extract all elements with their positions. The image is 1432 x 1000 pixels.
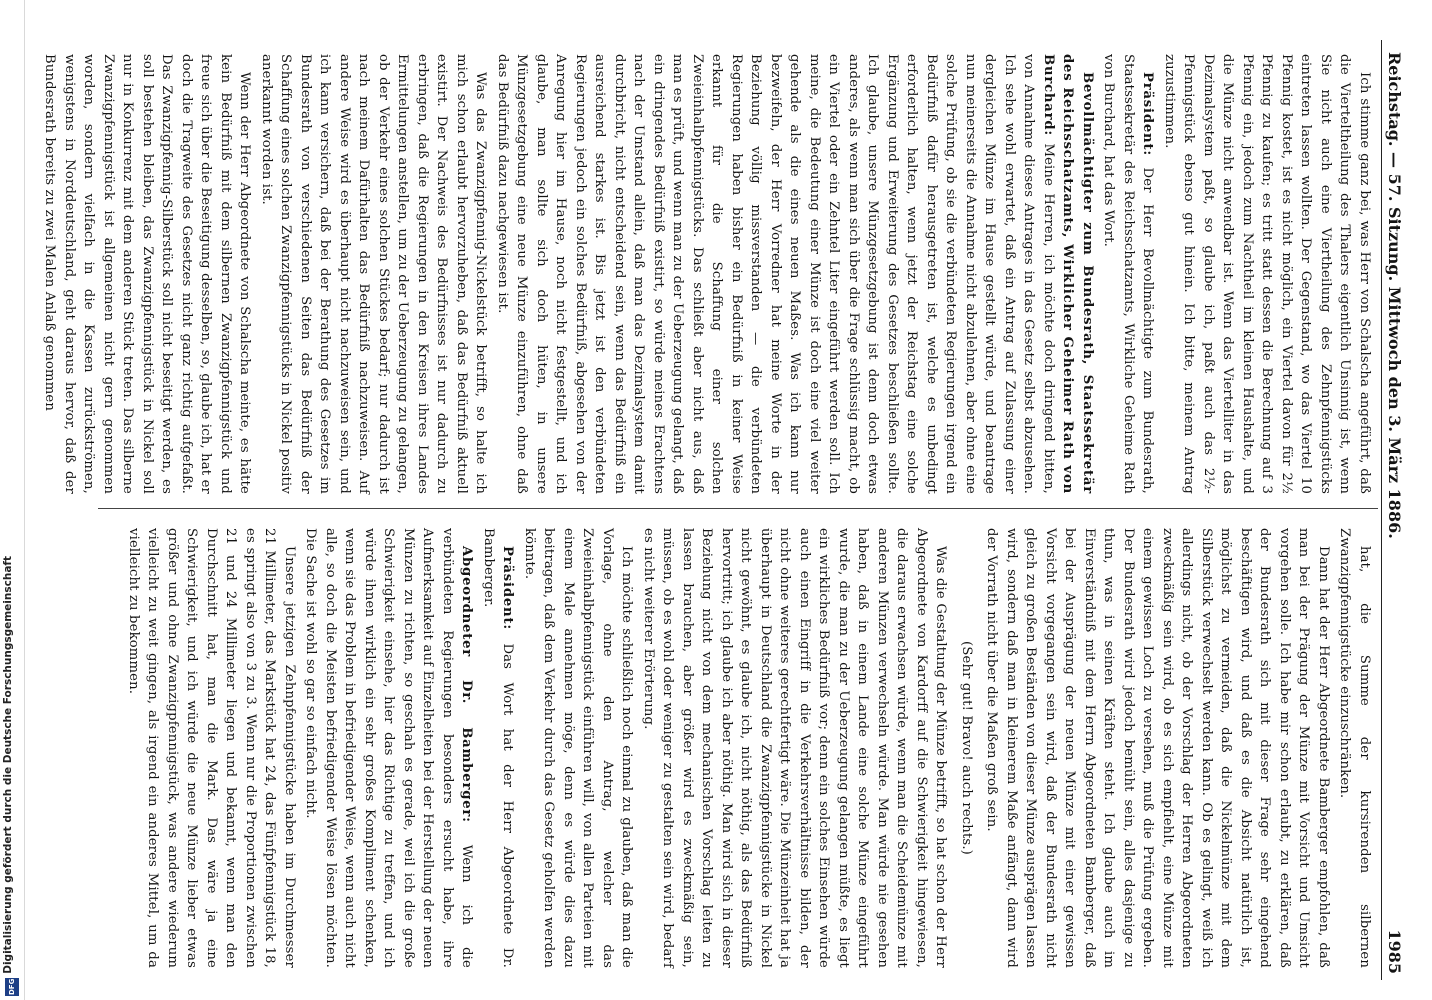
president-paragraph	[479, 528, 518, 968]
page-content	[42, 40, 1410, 980]
paragraph: Wenn der Herr Abgeordnete von Schalscha meinte, es hätte kein Bedürfniß mit dem silbernen Zwanzigpfennigstück und freue sich über die Beseitigung desselben, so, glaube ich, hat er doch die Tragweite des Gesetzes nicht ganz richtig aufgefaßt. Das Zwanzigpfennig-Silberstück soll nicht beseitigt werden, es soll bestehen bleiben, das Zwanzigpfennigstück in Nickel soll nur in Konkurrenz mit dem anderen Stück treten. Das silberne Zwanzigpfennigstück ist allgemeinen nicht gern genommen worden, sondern vielfach in die Kassen zurückströmen, wenigstens in Norddeutschland, geht daraus hervor, daß der Bundesrath bereits zu zwei Malen Anlaß genommen	[42, 54, 253, 494]
scanned-page	[42, 40, 1410, 980]
left-column	[38, 54, 1374, 494]
paragraph: Ich stimme ganz bei, was Herr von Schalscha angeführt, daß die Vierteltheilung des Thalers eigentlich Unsinnig ist, wenn Sie nicht auch eine Viertheilung des Zehnpfennigstücks eintreten lassen wollten. Der Gegenstand, wo das Viertel 10 Pfennig kostet, ist es nicht möglich, ein Viertel davon für 2½ Pfennig zu kaufen; es tritt statt dessen die Berechnung auf 3 Pfennig ein, jedoch zum Nachtheil im kleinen Haushalte, und die Münze nicht anwendbar ist. Wenn das Viertelliter in das Dezimalsystem paßt, so glaube ich, paßt auch das 2½-Pfennigstück ebenso gut hinein. Ich bitte, meinem Antrag zuzustimmen.	[1162, 54, 1372, 494]
president-paragraph	[1099, 54, 1158, 494]
right-column	[122, 528, 1375, 968]
running-header	[1382, 40, 1408, 980]
paragraph: Was das Zwanzigpfennig-Nickelstück betrifft, so halte ich mich schon erlaubt hervorzuheben, daß das Bedürfniß aktuell existirt. Der Nachweis des Bedürfnisses ist nur dadurch zu erbringen, daß die Regierungen in den Kreisen ihres Landes Ermittelungen anstellen, um zu der Ueberzeugung zu gelangen, ob der Verkehr eines solchen Stückes bedarf; nur dadurch ist nach meinem Dafürhalten das Bedürfniß nachzuweisen. Auf andere Weise wird es überhaupt nicht nachzuweisen sein, und ich kann versichern, daß bei der Berathung des Gesetzes im Bundesrath von verschiedenen Seiten das Bedürfniß der Schaffung eines solchen Zwanzigpfennigstücks in Nickel positiv anerkannt worden ist.	[259, 54, 489, 494]
header-rule	[1381, 40, 1382, 980]
president-text: Das Wort hat der Herr Abgeordnete Dr. Bamberger.	[481, 528, 516, 968]
speaker-text: Meine Herren, ich möchte doch dringend bitten, von Annahme dieses Antrages in das Gesetz selbst abzusehen. Ich sehe wohl erwartet, daß ein Antrag auf Zulassung einer dergleichen Münze im Hause gestellt würde, und beantrage nun meinerseits die Annahme nicht abzulehnen, aber ohne eine solche Prüfung, ob sie die verbündeten Regierungen irgend ein Bedürfniß dafür herausgetreten ist, welche es unbedingt erforderlich halten, wenn jetzt der Reichstag eine solche Ergänzung und Erweiterung des Gesetzes beschließen sollte. Ich glaube, unsere Münzgesetzgebung ist denn doch etwas anderes, als wenn man sich über die Frage schlüssig macht, ob ein Viertel oder ein Zehntel Liter eingeführt werden soll. Ich meine, die Bedeutung einer Münze ist doch eine viel weiter gehende als die eines neuen Maßes. Was ich kann nur bezweifeln, der Herr Vorredner hat meine Worte in der Beziehung völlig missverstanden — die verbündeten Regierungen haben bisher ein Bedürfniß in keiner Weise erkannt für die Schaffung einer solchen Zweieinhalbpfennigstücks. Das schließt aber nicht aus, daß man es prüft, und wenn man zu der Ueberzeugung gelangt, daß ein dringendes Bedürfniß existirt, so würde meines Erachtens nach der Umstand allein, daß man das Dezimalsystem damit durchbricht, nicht entscheidend sein, wenn das Bedürfniß ein ausreichend starkes ist. Bis jetzt ist den verbündeten Regierungen jedoch ein solches Bedürfniß, abgesehen von der Anregung hier im Hause, noch nicht festgestellt, und ich glaube, man sollte sich doch hüten, in unsere Münzgesetzgebung eine neue Münze einzuführen, ohne daß das Bedürfniß dazu nachgewiesen ist.	[495, 54, 1056, 494]
stage-direction: (Sehr gut! Bravo! auch rechts.)	[959, 641, 974, 855]
page-number: 1985	[1385, 929, 1404, 974]
speaker-label: Bevollmächtigter zum Bundesrath, Staatssekretär des Reichsschatzamts, Wirklicher Geheimer Rath von Burchard:	[1041, 54, 1095, 494]
digitization-margin	[0, 0, 25, 1000]
speaker-paragraph	[301, 528, 477, 968]
speaker-text: Wenn ich die verbündeten Regierungen besonders ersucht habe, ihre Aufmerksamkeit auf Einzelheiten bei der Herstellung der neuen Münzen zu richten, so geschah es gerade, weil ich die große Schwierigkeit einsehe, hier das Richtige zu treffen, und ich würde ihnen wirklich ein sehr großes Kompliment schenken, wenn sie das Problem in befriedigender Weise, wenn auch nicht alle, so doch die Meisten befriedigender Weise lösen möchten. Die Sache ist wohl so gar so einfach nicht.	[303, 528, 475, 969]
column-divider	[98, 508, 1378, 509]
president-text: Der Herr Bevollmächtigte zum Bundesrath, Staatssekretär des Reichsschatzamts, Wirkliche Geheime Rath von Burchard, hat das Wort.	[1101, 54, 1156, 494]
dfg-logo-icon: DFG	[5, 978, 19, 996]
speaker-label: Präsident:	[500, 546, 516, 631]
header-title: Reichstag. — 57. Sitzung. Mittwoch den 3. März 1886.	[1385, 52, 1404, 539]
digitization-notice: Digitalisierung gefördert durch die Deutsche Forschungsgemeinschaft	[2, 556, 14, 974]
speaker-label: Abgeordneter Dr. Bamberger:	[459, 546, 475, 823]
paragraph: Unsere jetzigen Zehnpfennigstücke haben im Durchmesser 21 Millimeter, das Markstück hat 24, das Fünfpfennigstück 18, es springt also von 3 zu 3. Wenn nur die Proportionen zwischen 21 und 24 Millimeter liegen und bekannt, wenn man den Durchschnitt hat, man die Mark. Das wäre ja eine Schwierigkeit, und ich würde die neue Münze lieber etwas größer und ohne Zwanzigpfennigstück, was andere wiederum vielleicht zu weit gingen, als irgend ein anderes Mittel, um da vielleicht zu bekommen.	[126, 528, 297, 968]
speaker-paragraph	[493, 54, 1098, 494]
paragraph: Was die Gestaltung der Münze betrifft, so hat schon der Herr Abgeordnete von Kardorff auf die Schwierigkeit hingewiesen, die daraus erwachsen würde, wenn man die Scheidemünze mit anderen Münzen verwechseln würde. Man würde nie gesehen haben, daß in einem Lande eine solche Münze eingeführt wurde, die man zu der Ueberzeugung gelangen müßte, es liegt ein wirkliches Bedürfniß vor; denn ein solches Einsehen würde auch einen Eingriff in die Verkehrsverhältnisse bilden, der nicht ohne weiteres gerechtfertigt wäre. Die Münzeinheit hat ja überhaupt in Deutschland die Zwanzigpfennigstücke in Nickel nicht gewöhnt, es glaube ich, nicht nöthig, als das Bedürfniß hervortritt; ich glaube ich aber nöthig. Man wird sich in dieser Beziehung nicht von dem mechanischen Vorschlag leiten zu lassen brauchen, aber größer wird es zweckmäßig sein, müssen, ob es wohl oder weniger zu gestalten sein wird, bedarf es nicht weiterer Erörterung.	[641, 528, 949, 968]
speaker-label: Präsident:	[1140, 72, 1156, 157]
paragraph: Ich möchte schließlich noch einmal zu glauben, daß man die Vorlage, ohne den Antrag, welcher das Zweieinhalbpfennigstück einführen will, von allen Parteien mit einem Male annehmen möge, denn es würde dies dazu beitragen, daß dem Verkehr durch das Gesetz geholfen werden könnte.	[522, 528, 635, 968]
paragraph: Dann hat der Herr Abgeordnete Bamberger empfohlen, daß man bei der Prägung der Münze mit Vorsicht und Umsicht vorgehen solle. Ich habe mir schon erlaubt, zu erklären, daß der Bundesrath sich mit dieser Frage sehr eingehend beschäftigen wird, und daß es die Absicht natürlich ist, möglichst zu vermeiden, daß die Nickelmünze mit dem Silberstück verwechselt werden kann. Ob es gelingt, weiß ich allerdings nicht, ob der Vorschlag der Herren Abgeordneten zweckmäßig sein wird, ob es sich empfiehlt, eine Münze mit einem gewissen Loch zu versehen, muß die Prüfung ergeben. Der Bundesrath wird jedoch bemüht sein, alles dasjenige zu thun, was in seinen Kräften steht. Ich glaube auch im Einverständniß mit dem Herrn Abgeordneten Bamberger, daß bei der Ausprägung der neuen Münze mit einer gewissen Vorsicht vorgegangen sein wird, daß der Bundesrath nicht gleich zu großen Beständen von dieser Münze ausprägen lassen wird, sondern daß man in kleinerem Maße anfängt, dann wird der Vorrath nicht über die Maßen groß sein.	[984, 528, 1331, 968]
paragraph: hat, die Summe der kursirenden silbernen Zwanzigpfennigstücke einzuschränken.	[1337, 528, 1372, 968]
